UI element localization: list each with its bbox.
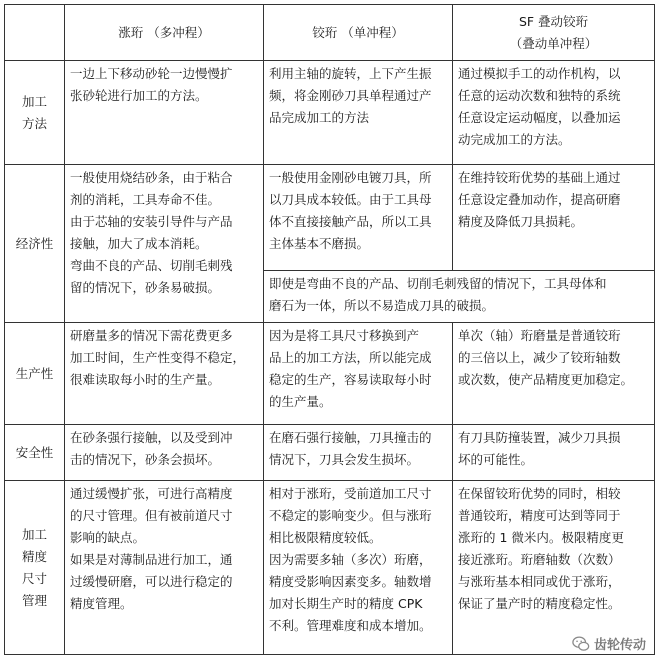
header-sf-line: （叠动单冲程）	[509, 35, 598, 51]
cell-line: 任意设定叠加动作，提高研磨	[458, 192, 621, 207]
header-row	[5, 5, 655, 61]
cell-line: 在砂条强行接触，以及受到冲	[70, 430, 233, 445]
cell-line: 主体基本不磨损。	[269, 236, 370, 251]
cell-economy-single	[264, 165, 453, 271]
cell-line: 一边上下移动砂轮一边慢慢扩	[70, 66, 233, 81]
cell-line: 普通铰珩，精度可达到等同于	[458, 508, 621, 523]
cell-line: 相比极限精度较低。	[269, 530, 382, 545]
cell-line: 如果是对薄制品进行加工，通	[70, 552, 233, 567]
cell-line: 接触，加大了成本消耗。	[70, 236, 208, 251]
cell-line: 接近涨珩。珩磨轴数（次数）	[458, 552, 621, 567]
cell-line: 即使是弯曲不良的产品、切削毛刺残留的情况下，工具母体和	[269, 276, 607, 291]
row-label-line: 管理	[21, 592, 47, 608]
cell-line: 稳定的生产，容易读取每小时	[269, 372, 432, 387]
cell-productivity-sf	[453, 323, 655, 425]
cell-line: 张砂轮进行加工的方法。	[70, 88, 208, 103]
cell-line: 精度受影响因素变多。轴数增	[269, 574, 432, 589]
cell-line: 与涨珩基本相同或优于涨珩，	[458, 574, 621, 589]
corner-cell	[5, 5, 65, 61]
wechat-icon	[572, 635, 590, 653]
cell-processing-sf	[453, 61, 655, 165]
cell-line: 在维持铰珩优势的基础上通过	[458, 170, 621, 185]
cell-line: 的尺寸管理。但有被前道尺寸	[70, 508, 233, 523]
cell-line: 过缓慢研磨，可以进行稳定的	[70, 574, 233, 589]
cell-precision-sf	[453, 481, 655, 655]
cell-line: 精度管理。	[70, 596, 133, 611]
row-processing-method	[5, 61, 655, 165]
row-label-productivity	[5, 323, 65, 425]
cell-line: 或次数，使产品精度更加稳定。	[458, 372, 634, 387]
cell-line: 以刀具成本较低。由于工具母	[269, 192, 432, 207]
row-safety	[5, 425, 655, 481]
cell-line: 的生产量。	[269, 394, 332, 409]
row-label-text: 生产性	[15, 365, 54, 381]
watermark	[572, 634, 646, 653]
header-sf-honing	[453, 5, 655, 61]
cell-processing-expand	[65, 61, 264, 165]
cell-line: 涨珩的 1 微米内。极限精度更	[458, 530, 624, 545]
cell-safety-single	[264, 425, 453, 481]
cell-line: 品完成加工的方法	[269, 110, 370, 125]
cell-line: 情况下，刀具会发生损坏。	[269, 452, 420, 467]
cell-line: 动完成加工的方法。	[458, 132, 571, 147]
row-economy	[5, 165, 655, 271]
row-label-processing	[5, 61, 65, 165]
row-label-economy	[5, 165, 65, 323]
row-precision	[5, 481, 655, 655]
cell-line: 不稳定的影响变少。但与涨珩	[269, 508, 432, 523]
header-sf-line: SF 叠动铰珩	[518, 13, 589, 29]
cell-line: 有刀具防撞装置，减少刀具损	[458, 430, 621, 445]
cell-line: 的三倍以上，减少了铰珩轴数	[458, 350, 621, 365]
cell-processing-single	[264, 61, 453, 165]
cell-line: 任意设定运动幅度，以叠加运	[458, 110, 621, 125]
row-label-precision	[5, 481, 65, 655]
cell-line: 利用主轴的旋转，上下产生振	[269, 66, 432, 81]
cell-safety-expand	[65, 425, 264, 481]
row-productivity	[5, 323, 655, 425]
row-label-text: 经济性	[15, 235, 54, 251]
cell-economy-merged	[264, 271, 655, 323]
row-label-line: 加工	[21, 526, 47, 542]
cell-line: 通过模拟手工的动作机构，以	[458, 66, 621, 81]
row-label-safety	[5, 425, 65, 481]
cell-line: 因为是将工具尺寸移换到产	[269, 328, 420, 343]
cell-line: 一般使用金刚砂电镀刀具，所	[269, 170, 432, 185]
cell-line: 一般使用烧结砂条，由于粘合	[70, 170, 233, 185]
row-label-line: 精度	[21, 548, 47, 564]
cell-line: 任意的运动次数和独特的系统	[458, 88, 621, 103]
cell-line: 精度及降低刀具损耗。	[458, 214, 584, 229]
comparison-table	[4, 4, 655, 655]
watermark-text: 齿轮传动	[593, 638, 646, 653]
cell-line: 通过缓慢扩张，可进行高精度	[70, 486, 233, 501]
row-label-line: 加工	[21, 93, 47, 109]
cell-line: 因为需要多轴（多次）珩磨，	[269, 552, 432, 567]
cell-line: 弯曲不良的产品、切削毛刺残	[70, 258, 233, 273]
cell-line: 品上的加工方法，所以能完成	[269, 350, 432, 365]
cell-line: 频，将金刚砂刀具单程通过产	[269, 88, 432, 103]
cell-line: 相对于涨珩，受前道加工尺寸	[269, 486, 432, 501]
row-label-text: 安全性	[15, 444, 54, 460]
cell-line: 留的情况下，砂条易破损。	[70, 280, 221, 295]
cell-line: 研磨量多的情况下需花费更多	[70, 328, 233, 343]
cell-line: 剂的消耗，工具寿命不佳。	[70, 192, 221, 207]
cell-line: 保证了量产时的精度稳定性。	[458, 596, 621, 611]
cell-safety-sf	[453, 425, 655, 481]
row-label-line: 方法	[21, 115, 47, 131]
cell-line: 单次（轴）珩磨量是普通铰珩	[458, 328, 621, 343]
cell-productivity-single	[264, 323, 453, 425]
cell-economy-sf	[453, 165, 655, 271]
cell-precision-expand	[65, 481, 264, 655]
header-expand-honing-text: 涨珩 （多冲程）	[118, 24, 210, 40]
cell-line: 体不直接接触产品，所以工具	[269, 214, 432, 229]
cell-line: 在保留铰珩优势的同时，相较	[458, 486, 621, 501]
cell-line: 坏的可能性。	[458, 452, 534, 467]
header-single-stroke-honing-text: 铰珩 （单冲程）	[312, 24, 404, 40]
cell-line: 加对长期生产时的精度 CPK	[269, 596, 423, 611]
cell-precision-single	[264, 481, 453, 655]
cell-economy-expand	[65, 165, 264, 323]
cell-line: 在磨石强行接触，刀具撞击的	[269, 430, 432, 445]
cell-line: 影响的缺点。	[70, 530, 146, 545]
cell-productivity-expand	[65, 323, 264, 425]
cell-line: 加工时间，生产性变得不稳定，	[70, 350, 246, 365]
header-single-stroke-honing	[264, 5, 453, 61]
cell-line: 不利。管理难度和成本增加。	[269, 618, 432, 633]
cell-line: 由于芯轴的安装引导件与产品	[70, 214, 233, 229]
row-label-line: 尺寸	[21, 570, 47, 586]
cell-line: 击的情况下，砂条会损坏。	[70, 452, 221, 467]
header-expand-honing	[65, 5, 264, 61]
cell-line: 很难读取每小时的生产量。	[70, 372, 221, 387]
cell-line: 磨石为一体，所以不易造成刀具的破损。	[269, 298, 495, 313]
